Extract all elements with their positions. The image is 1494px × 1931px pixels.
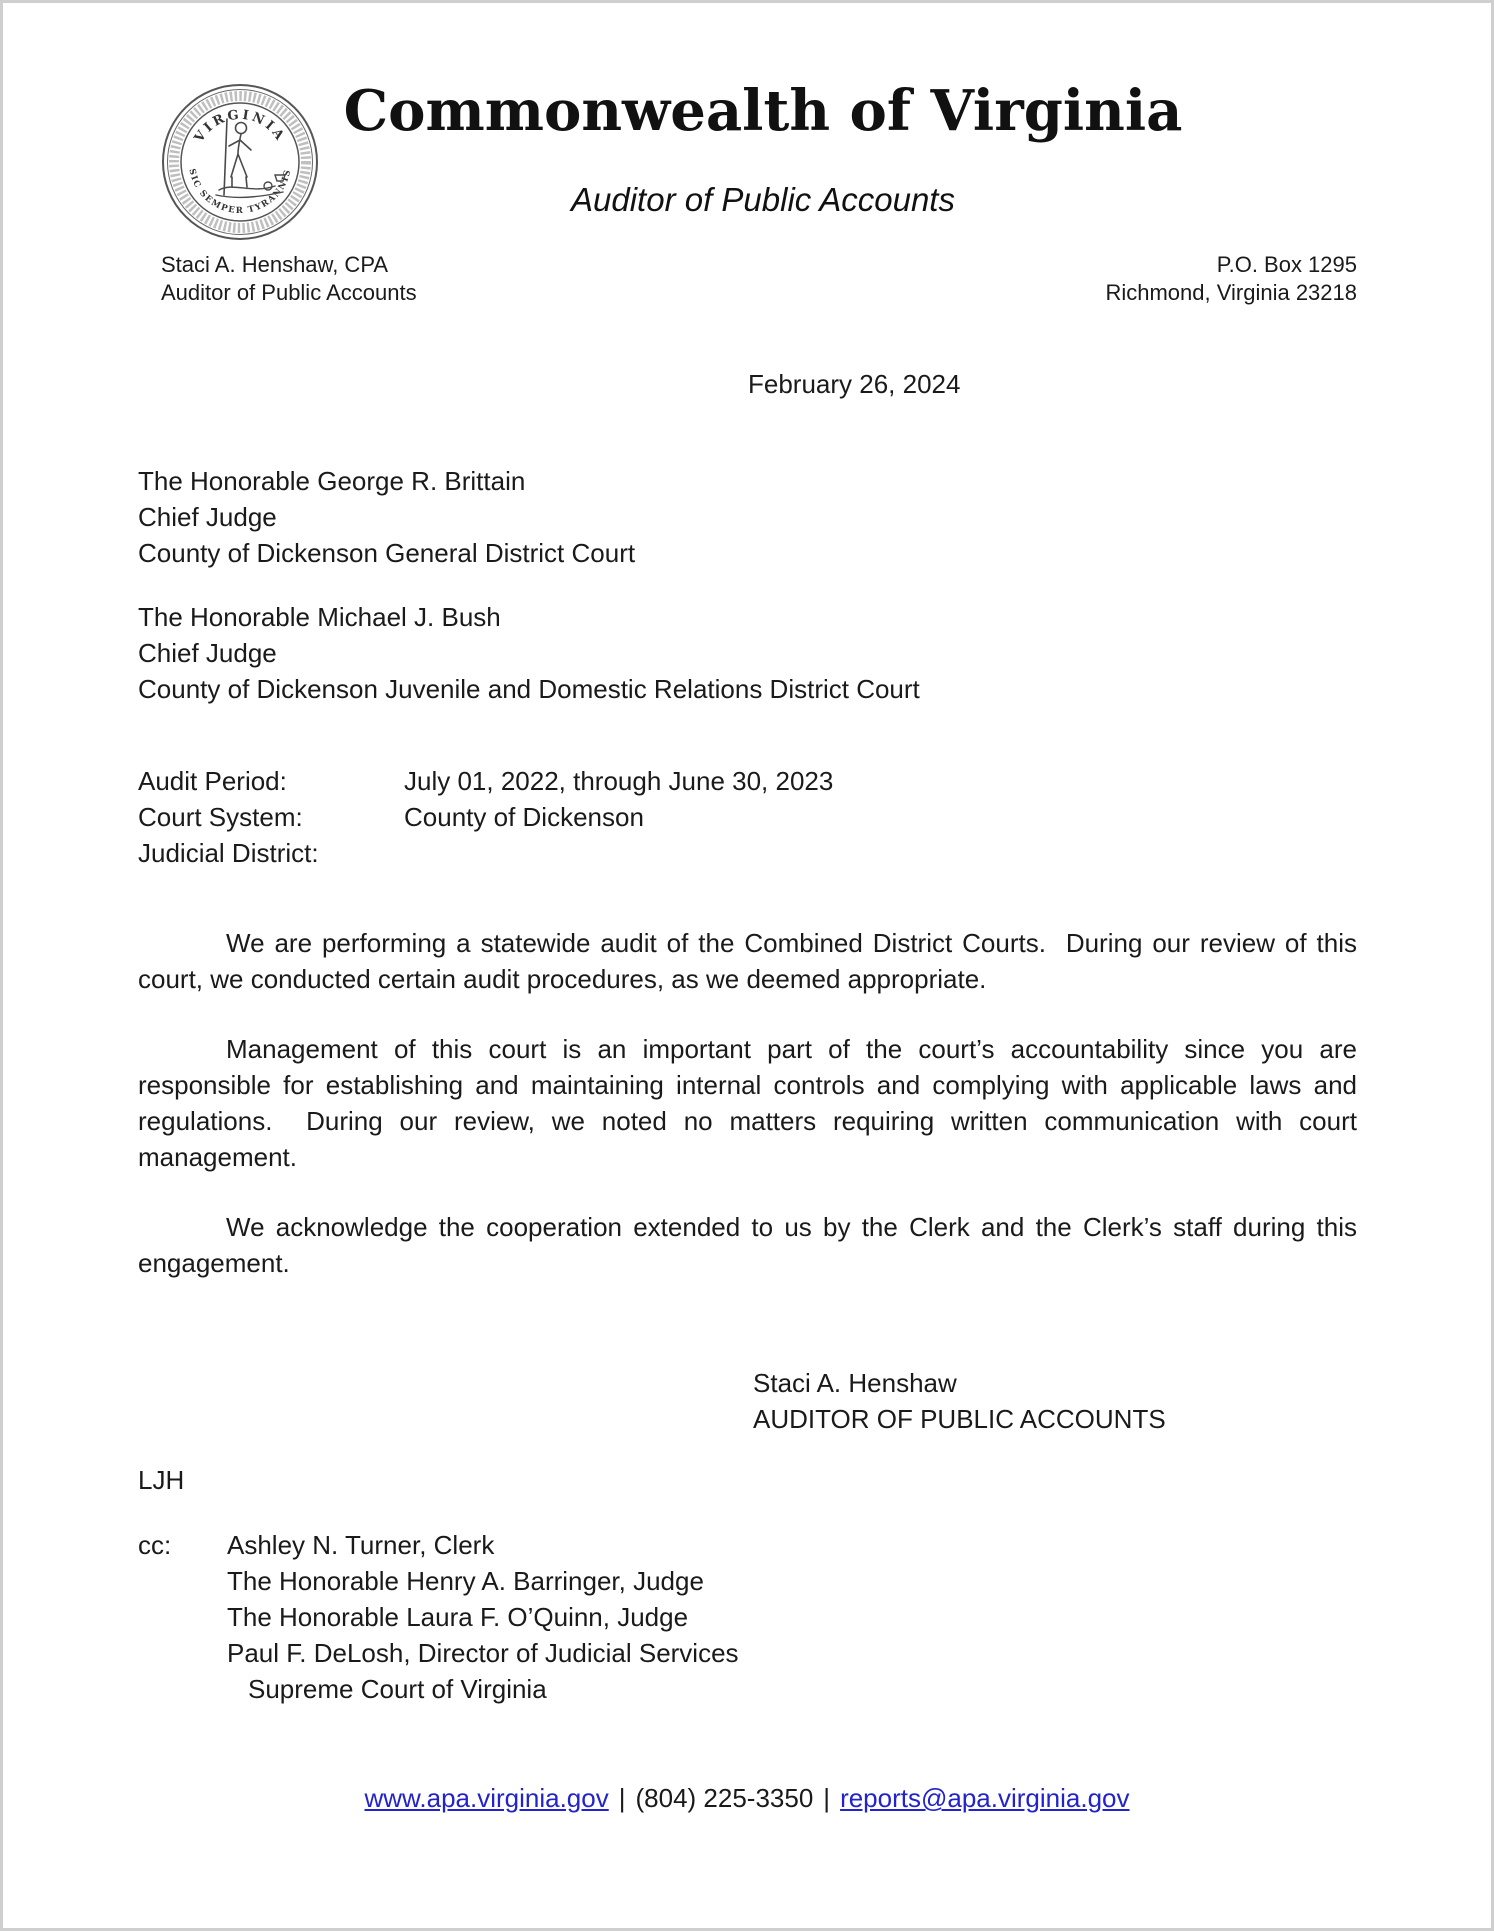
cc-item: Paul F. DeLosh, Director of Judicial Services: [227, 1638, 739, 1668]
recipient-title: Chief Judge: [138, 502, 277, 532]
typist-initials: LJH: [138, 1465, 185, 1495]
phone-number: (804) 225-3350: [635, 1783, 814, 1813]
recipient-block-1: [138, 463, 635, 571]
recipient-name: The Honorable Michael J. Bush: [138, 602, 501, 632]
audit-period-row: [138, 763, 833, 799]
signature-block: [753, 1365, 1166, 1437]
audit-info: [138, 763, 833, 871]
body-paragraph-1: We are performing a statewide audit of the Combined District Courts. During our review of this court, we conducted certain audit procedures, as we deemed appropriate.: [138, 928, 1365, 994]
judicial-district-row: [138, 835, 833, 871]
po-box: P.O. Box 1295: [1216, 252, 1357, 277]
office-address-block: [1105, 251, 1357, 307]
court-system-row: [138, 799, 833, 835]
cc-item-suborg: Supreme Court of Virginia: [248, 1674, 547, 1704]
seal-top-text: VIRGINIA: [191, 107, 289, 146]
auditor-name: Staci A. Henshaw, CPA: [161, 252, 389, 277]
recipient-block-2: [138, 599, 920, 707]
auditor-name-block: [161, 251, 417, 307]
footer-separator: |: [618, 1783, 626, 1813]
cc-item: The Honorable Henry A. Barringer, Judge: [227, 1566, 704, 1596]
judicial-district-label: Judicial District:: [138, 838, 319, 868]
audit-period-value: July 01, 2022, through June 30, 2023: [404, 766, 834, 796]
cc-item: The Honorable Laura F. O’Quinn, Judge: [227, 1602, 689, 1632]
letter-date: February 26, 2024: [748, 369, 961, 399]
recipient-court: County of Dickenson Juvenile and Domestic Relations District Court: [138, 674, 920, 704]
footer-separator: |: [823, 1783, 831, 1813]
email-link[interactable]: reports@apa.virginia.gov: [840, 1783, 1130, 1813]
body-paragraph-2: Management of this court is an important part of the court’s accountability since you are responsible for establishing and maintaining internal controls and complying with applicable laws and regulations. During our review, we noted no matters requiring written communication with court management.: [138, 1034, 1365, 1172]
seal-bottom-text: SIC SEMPER TYRANNIS: [186, 167, 294, 217]
court-system-value: County of Dickenson: [404, 802, 644, 832]
court-system-label: Court System:: [138, 802, 303, 832]
auditor-title: Auditor of Public Accounts: [161, 280, 417, 305]
letterhead: [3, 78, 1491, 219]
cc-block: [138, 1527, 739, 1707]
letter-body: [138, 925, 1365, 1315]
website-link[interactable]: www.apa.virginia.gov: [364, 1783, 609, 1813]
signer-title: AUDITOR OF PUBLIC ACCOUNTS: [753, 1404, 1166, 1434]
audit-period-label: Audit Period:: [138, 766, 287, 796]
org-subtitle: Auditor of Public Accounts: [571, 180, 955, 218]
contact-footer: [3, 1783, 1491, 1814]
recipient-court: County of Dickenson General District Court: [138, 538, 636, 568]
cc-list: [227, 1527, 739, 1707]
signer-name: Staci A. Henshaw: [753, 1368, 957, 1398]
recipient-name: The Honorable George R. Brittain: [138, 466, 526, 496]
cc-label: cc:: [138, 1530, 172, 1560]
body-paragraph-3: We acknowledge the cooperation extended to us by the Clerk and the Clerk’s staff during this engagement.: [138, 1212, 1365, 1278]
org-title: Commonwealth of Virginia: [343, 78, 1183, 144]
cc-item: Ashley N. Turner, Clerk: [227, 1530, 495, 1560]
city-state-zip: Richmond, Virginia 23218: [1105, 280, 1357, 305]
recipient-title: Chief Judge: [138, 638, 277, 668]
